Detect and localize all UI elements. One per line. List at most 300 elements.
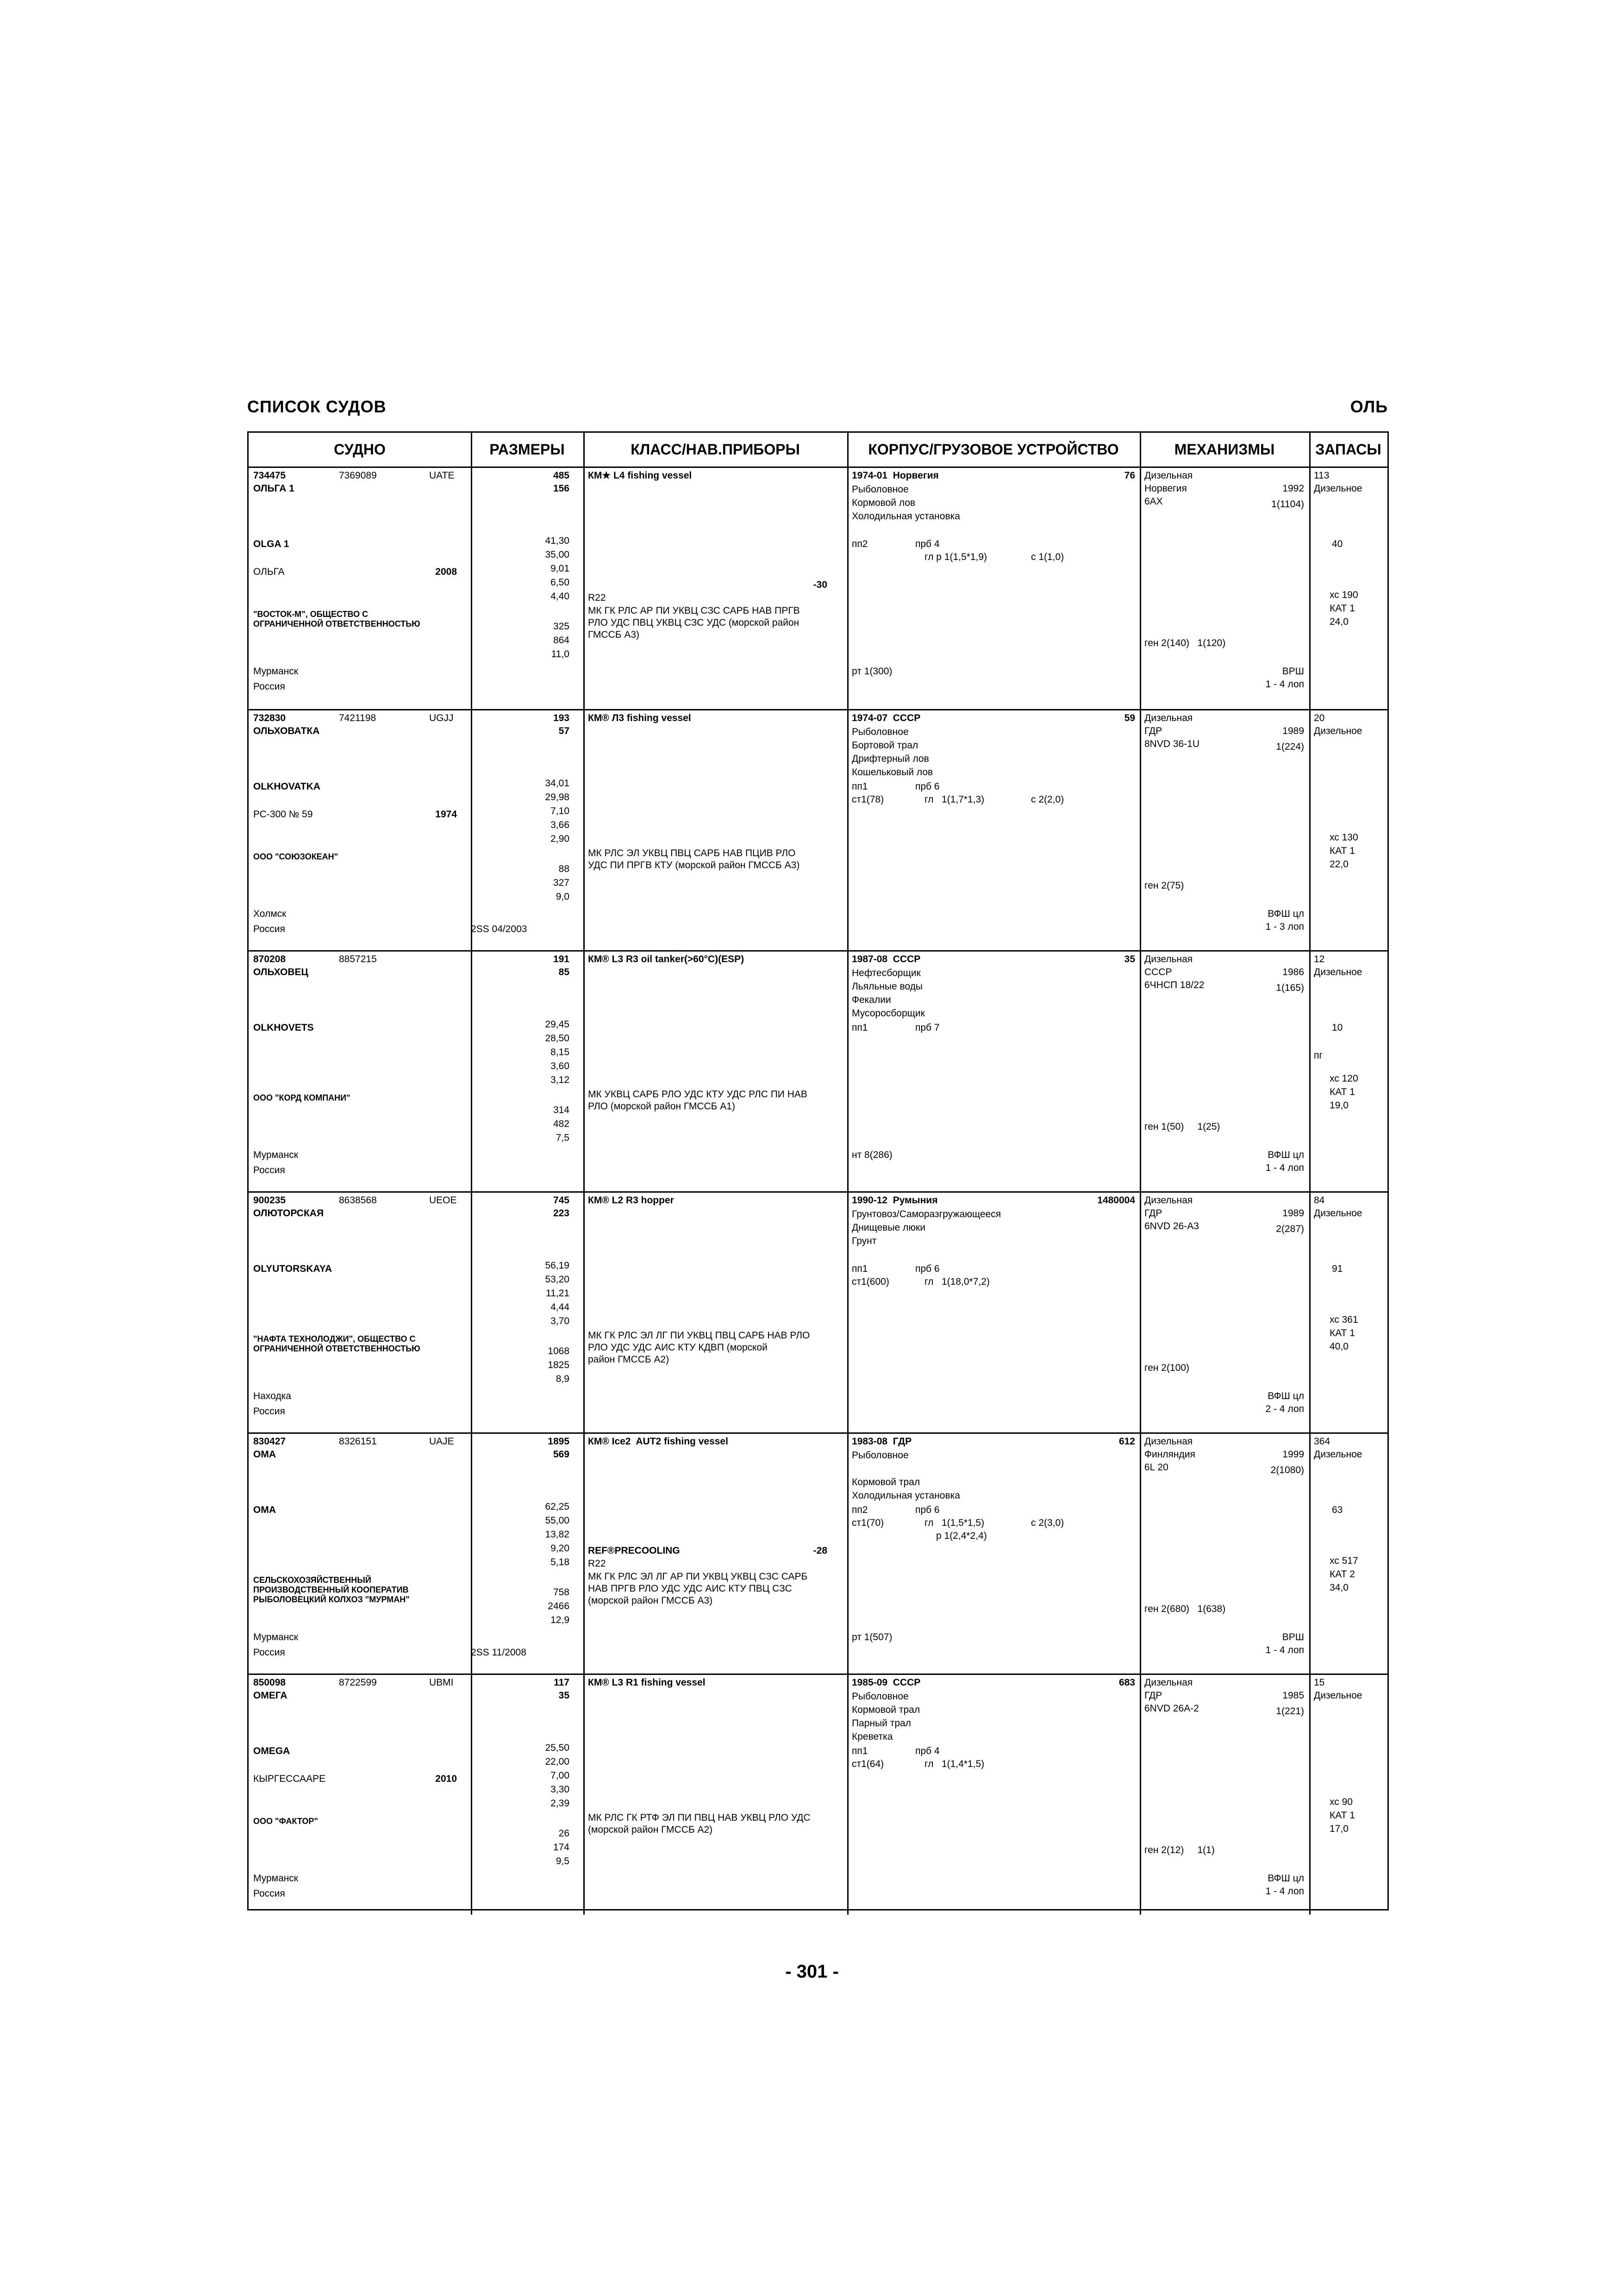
- vessel-type-list: [852, 1207, 1001, 1248]
- decks: пп1: [852, 1746, 868, 1756]
- net-tonnage: 35: [558, 1690, 569, 1701]
- vessel-name-latin: OLYUTORSKAYA: [253, 1263, 332, 1274]
- hull-dimensions-line: 22,00: [545, 1756, 569, 1767]
- former-name-year: 2010: [435, 1773, 457, 1784]
- call-sign: UBMI: [429, 1677, 454, 1688]
- build-number: 612: [1118, 1436, 1135, 1447]
- owner: [253, 1817, 318, 1826]
- owner: [253, 1575, 410, 1605]
- propeller-type: ВРШ: [1282, 666, 1304, 677]
- capacity-values-line: 1825: [548, 1360, 569, 1370]
- hull-dimensions-line: 9,20: [550, 1543, 569, 1554]
- vessel-name-latin: OLKHOVATKA: [253, 781, 321, 792]
- capacity-values: [471, 1586, 569, 1627]
- gross-tonnage: 485: [553, 470, 569, 481]
- autonomy: [1330, 1795, 1355, 1836]
- autonomy-line: КАТ 2: [1330, 1569, 1355, 1580]
- col-header-hull: КОРПУС/ГРУЗОВОЕ УСТРОЙСТВО: [868, 441, 1119, 458]
- imo-number: 8722599: [339, 1677, 377, 1688]
- bulkheads: прб 7: [915, 1022, 940, 1033]
- hull-dimensions-line: 25,50: [545, 1742, 569, 1753]
- supply-note: пг: [1314, 1050, 1323, 1061]
- col-divider: [847, 1675, 849, 1915]
- owner-line: "ВОСТОК-М", ОБЩЕСТВО С: [253, 610, 369, 619]
- call-sign: UATE: [429, 470, 455, 481]
- owner-line: ООО "ФАКТОР": [253, 1817, 318, 1826]
- refrigerant: R22: [588, 592, 606, 603]
- engine-year: 1989: [1282, 1208, 1304, 1219]
- col-divider: [583, 433, 585, 468]
- hull-dimensions: [471, 1018, 569, 1087]
- autonomy: [1330, 831, 1358, 871]
- vessel-type-list-line: Холодильная установка: [852, 511, 960, 522]
- col-header-ship: СУДНО: [334, 441, 386, 458]
- bulkheads: прб 4: [915, 1746, 940, 1756]
- hull-dimensions-line: 4,44: [550, 1302, 569, 1313]
- engine-year: 1989: [1282, 726, 1304, 736]
- vessel-record: [249, 468, 1387, 709]
- propeller-type: ВФШ цл: [1268, 1150, 1304, 1160]
- propeller-type: ВФШ цл: [1268, 908, 1304, 919]
- hull-dimensions-line: 34,01: [545, 778, 569, 789]
- capacity-values-line: 26: [558, 1828, 569, 1839]
- autonomy-line: КАТ 1: [1330, 846, 1355, 856]
- hull-dimensions-line: 13,82: [545, 1529, 569, 1540]
- nav-equipment-line: МК УКВЦ САРБ РЛО УДС КТУ УДС РЛС ПИ НАВ: [588, 1089, 807, 1100]
- fuel-type: Дизельное: [1314, 483, 1362, 494]
- owner: [253, 1334, 420, 1354]
- decks: пп1: [852, 781, 868, 792]
- nav-equipment: [588, 847, 800, 871]
- gross-tonnage: 745: [553, 1195, 569, 1206]
- generators: ген 2(75): [1144, 880, 1184, 891]
- engine-country: Финляндия: [1144, 1449, 1195, 1460]
- generators: ген 1(50) 1(25): [1144, 1121, 1220, 1132]
- autonomy-line: 34,0: [1330, 1582, 1349, 1593]
- hull-dimensions: [471, 1741, 569, 1811]
- col-divider: [471, 952, 472, 1191]
- cargo-hold: ст1(78): [852, 794, 884, 805]
- hull-dimensions-line: 2,39: [550, 1798, 569, 1809]
- cargo-tanks: нт 8(286): [852, 1150, 893, 1160]
- flag-country: Россия: [253, 1165, 285, 1176]
- nav-equipment-line: МК ГК РЛС ЭЛ ЛГ АР ПИ УКВЦ УКВЦ СЗС САРБ: [588, 1571, 808, 1582]
- autonomy-line: 17,0: [1330, 1823, 1349, 1834]
- hatches: гл 1(1,7*1,3): [924, 794, 985, 805]
- class-temperature: -30: [813, 579, 827, 590]
- survey-info: 2SS 04/2003: [471, 924, 527, 934]
- flag-country: Россия: [253, 1888, 285, 1899]
- hull-dimensions-line: 6,50: [550, 577, 569, 588]
- class-notation: КМ★ L4 fishing vessel: [588, 470, 692, 481]
- hull-dimensions-line: 7,10: [550, 806, 569, 816]
- build-date-country: 1987-08 СССР: [852, 954, 921, 964]
- col-divider: [583, 468, 585, 709]
- col-divider: [1140, 1193, 1141, 1432]
- build-date-country: 1974-07 СССР: [852, 713, 921, 723]
- owner-line: РЫБОЛОВЕЦКИЙ КОЛХОЗ "МУРМАН": [253, 1595, 410, 1604]
- vessel-record: [249, 709, 1387, 950]
- class-notation: КМ® Л3 fishing vessel: [588, 713, 691, 723]
- imo-number: 8857215: [339, 954, 377, 964]
- col-divider: [1309, 1675, 1311, 1915]
- engine-country: Норвегия: [1144, 483, 1187, 494]
- nav-equipment-line: МК РЛС ГК РТФ ЭЛ ПИ ПВЦ НАВ УКВЦ РЛО УДС: [588, 1812, 811, 1823]
- propeller-type: ВФШ цл: [1268, 1391, 1304, 1401]
- hull-dimensions-line: 3,60: [550, 1061, 569, 1071]
- engine-country: ГДР: [1144, 1690, 1162, 1701]
- capacity-values-line: 482: [553, 1119, 569, 1129]
- gross-tonnage: 1895: [548, 1436, 569, 1447]
- col-divider: [583, 1193, 585, 1432]
- home-port: Мурманск: [253, 1632, 299, 1643]
- engine-model: 6AX: [1144, 496, 1163, 507]
- engine-type: Дизельная: [1144, 713, 1193, 723]
- page-number: - 301 -: [785, 1961, 839, 1982]
- build-number: 683: [1118, 1677, 1135, 1688]
- autonomy: [1330, 1313, 1358, 1353]
- class-notation: КМ® L3 R1 fishing vessel: [588, 1677, 706, 1688]
- owner-line: ОГРАНИЧЕННОЙ ОТВЕТСТВЕННОСТЬЮ: [253, 619, 420, 628]
- owner-line: ОГРАНИЧЕННОЙ ОТВЕТСТВЕННОСТЬЮ: [253, 1344, 420, 1353]
- vessel-type-list-line: Рыболовное: [852, 1450, 909, 1461]
- vessel-type-list-line: Кошельковый лов: [852, 767, 933, 778]
- engine-model: 6NVD 26A-2: [1144, 1703, 1199, 1714]
- net-tonnage: 85: [558, 967, 569, 977]
- hull-dimensions-line: 62,25: [545, 1501, 569, 1512]
- col-divider: [847, 468, 849, 709]
- hull-dimensions: [471, 1500, 569, 1569]
- propeller-blades: 1 - 4 лоп: [1265, 1886, 1304, 1897]
- engine-year: 1986: [1282, 967, 1304, 977]
- decks: пп1: [852, 1263, 868, 1274]
- hull-dimensions-line: 28,50: [545, 1033, 569, 1044]
- ship-register-table: [247, 431, 1389, 1910]
- engine-country: ГДР: [1144, 726, 1162, 736]
- home-port: Находка: [253, 1391, 291, 1401]
- capacity-values: [471, 1344, 569, 1386]
- autonomy-line: КАТ 1: [1330, 1328, 1355, 1338]
- refrigerant: R22: [588, 1558, 606, 1569]
- col-divider: [1309, 710, 1311, 950]
- vessel-name-latin: OMA: [253, 1505, 276, 1515]
- autonomy-line: 19,0: [1330, 1100, 1349, 1111]
- class-notation: КМ® L2 R3 hopper: [588, 1195, 674, 1206]
- col-header-dimensions: РАЗМЕРЫ: [489, 441, 565, 458]
- fuel-capacity: 15: [1314, 1677, 1325, 1688]
- cranes: с 1(1,0): [1031, 552, 1064, 562]
- autonomy: [1330, 1554, 1358, 1594]
- net-tonnage: 57: [558, 726, 569, 736]
- engine-model: 6L 20: [1144, 1462, 1168, 1473]
- hatches: гл 1(1,5*1,5): [924, 1518, 985, 1528]
- build-number: 59: [1124, 713, 1135, 723]
- vessel-name: ОМА: [253, 1449, 276, 1460]
- hull-dimensions-line: 41,30: [545, 535, 569, 546]
- flag-country: Россия: [253, 1406, 285, 1417]
- engine-year: 1999: [1282, 1449, 1304, 1460]
- capacity-values: [471, 862, 569, 904]
- water-capacity: 10: [1332, 1022, 1343, 1033]
- nav-equipment-line: МК ГК РЛС ЭЛ ЛГ ПИ УКВЦ ПВЦ САРБ НАВ РЛО: [588, 1330, 810, 1341]
- col-divider: [583, 1675, 585, 1915]
- vessel-type-list-line: Креветка: [852, 1731, 893, 1742]
- vessel-type-list-line: Парный трал: [852, 1718, 911, 1729]
- hull-dimensions-line: 3,12: [550, 1075, 569, 1085]
- autonomy-line: хс 120: [1330, 1073, 1358, 1084]
- vessel-name-latin: OLGA 1: [253, 539, 289, 549]
- hull-dimensions-line: 3,66: [550, 820, 569, 830]
- decks: пп2: [852, 1505, 868, 1515]
- col-divider: [1309, 1434, 1311, 1674]
- col-divider: [847, 433, 849, 468]
- home-port: Мурманск: [253, 1150, 299, 1160]
- fuel-capacity: 84: [1314, 1195, 1325, 1206]
- col-divider: [583, 1434, 585, 1674]
- vessel-type-list-line: Мусоросборщик: [852, 1008, 925, 1019]
- imo-number: 8326151: [339, 1436, 377, 1447]
- capacity-values-line: 174: [553, 1842, 569, 1853]
- column-header-row: [249, 433, 1387, 468]
- autonomy: [1330, 588, 1358, 628]
- autonomy-line: КАТ 1: [1330, 1087, 1355, 1097]
- extra-hatches: р 1(2,4*2,4): [936, 1531, 987, 1541]
- vessel-name-latin: OLKHOVETS: [253, 1022, 314, 1033]
- vessel-type-list: [852, 725, 933, 779]
- capacity-values-line: 758: [553, 1587, 569, 1598]
- vessel-type-list: [852, 1690, 920, 1743]
- former-name: ОЛЬГА: [253, 566, 285, 577]
- nav-equipment-line: район ГМССБ А2): [588, 1354, 669, 1365]
- fuel-capacity: 20: [1314, 713, 1325, 723]
- propeller-blades: 1 - 4 лоп: [1265, 1645, 1304, 1655]
- generators: ген 2(680) 1(638): [1144, 1604, 1226, 1614]
- fuel-type: Дизельное: [1314, 1690, 1362, 1701]
- col-divider: [1309, 952, 1311, 1191]
- build-date-country: 1990-12 Румыния: [852, 1195, 938, 1206]
- hull-dimensions-line: 55,00: [545, 1515, 569, 1526]
- owner-line: ООО "КОРД КОМПАНИ": [253, 1093, 350, 1102]
- vessel-name: ОМЕГА: [253, 1690, 287, 1701]
- capacity-values-line: 8,9: [556, 1374, 569, 1384]
- vessel-name: ОЛЬХОВАТКА: [253, 726, 320, 736]
- imo-number: 7421198: [339, 713, 376, 723]
- capacity-values-line: 325: [553, 621, 569, 632]
- hull-dimensions-line: 56,19: [545, 1260, 569, 1271]
- nav-equipment-line: УДС ПИ ПРГВ КТУ (морской район ГМССБ А3): [588, 860, 800, 871]
- cargo-hold: ст1(600): [852, 1276, 889, 1287]
- autonomy-line: хс 130: [1330, 832, 1358, 843]
- hull-dimensions-line: 8,15: [550, 1047, 569, 1058]
- decks: пп2: [852, 539, 868, 549]
- vessel-record: [249, 950, 1387, 1191]
- home-port: Мурманск: [253, 1873, 299, 1884]
- propeller-blades: 1 - 3 лоп: [1265, 921, 1304, 932]
- hatches: гл 1(1,4*1,5): [924, 1759, 985, 1769]
- registry-number: 734475: [253, 470, 286, 481]
- vessel-type-list-line: Кормовой трал: [852, 1705, 920, 1715]
- vessel-type-list: [852, 483, 960, 523]
- former-name: КЫРГЕССААРЕ: [253, 1773, 326, 1784]
- build-number: 76: [1124, 470, 1135, 481]
- hull-dimensions-line: 53,20: [545, 1274, 569, 1285]
- capacity-values-line: 314: [553, 1105, 569, 1115]
- owner: [253, 852, 338, 862]
- water-capacity: 63: [1332, 1505, 1343, 1515]
- capacity-values-line: 12,9: [550, 1615, 569, 1625]
- owner: [253, 1093, 350, 1103]
- bulkheads: прб 6: [915, 781, 940, 792]
- engine-type: Дизельная: [1144, 954, 1193, 964]
- hull-dimensions-line: 9,01: [550, 563, 569, 574]
- engine-type: Дизельная: [1144, 1677, 1193, 1688]
- build-date-country: 1983-08 ГДР: [852, 1436, 912, 1447]
- fuel-type: Дизельное: [1314, 726, 1362, 736]
- bulkheads: прб 6: [915, 1263, 940, 1274]
- vessel-type-list-line: Грунт: [852, 1236, 877, 1246]
- water-capacity: 40: [1332, 539, 1343, 549]
- propeller-type: ВФШ цл: [1268, 1873, 1304, 1884]
- capacity-values-line: 864: [553, 635, 569, 646]
- capacity-values-line: 9,0: [556, 891, 569, 902]
- owner: [253, 610, 420, 629]
- registry-number: 732830: [253, 713, 286, 723]
- net-tonnage: 223: [553, 1208, 569, 1219]
- decks: пп1: [852, 1022, 868, 1033]
- col-divider: [1140, 433, 1141, 468]
- hull-dimensions: [471, 1259, 569, 1328]
- autonomy-line: 22,0: [1330, 859, 1349, 870]
- call-sign: UEOE: [429, 1195, 457, 1206]
- col-divider: [471, 1434, 472, 1674]
- fuel-type: Дизельное: [1314, 967, 1362, 977]
- col-divider: [1140, 1675, 1141, 1915]
- build-date-country: 1974-01 Норвегия: [852, 470, 939, 481]
- autonomy-line: хс 90: [1330, 1797, 1353, 1807]
- engine-power: 1(165): [1276, 983, 1304, 993]
- class-temperature: -28: [813, 1545, 827, 1556]
- hatches: гл р 1(1,5*1,9): [924, 552, 987, 562]
- owner-line: ПРОИЗВОДСТВЕННЫЙ КООПЕРАТИВ: [253, 1585, 409, 1594]
- nav-equipment-line: ГМССБ А3): [588, 629, 640, 640]
- nav-equipment-line: НАВ ПРГВ РЛО УДС УДС АИС КТУ ПВЦ СЗС: [588, 1583, 792, 1594]
- class-notation: КМ® L3 R3 oil tanker(>60°C)(ESP): [588, 954, 744, 964]
- hull-dimensions-line: 2,90: [550, 834, 569, 844]
- fuel-type: Дизельное: [1314, 1208, 1362, 1219]
- vessel-type-list: [852, 966, 925, 1020]
- net-tonnage: 156: [553, 483, 569, 494]
- registry-number: 850098: [253, 1677, 286, 1688]
- vessel-type-list: [852, 1449, 960, 1502]
- fuel-capacity: 113: [1314, 470, 1330, 481]
- nav-equipment-line: МК ГК РЛС АР ПИ УКВЦ СЗС САРБ НАВ ПРГВ: [588, 605, 800, 616]
- col-divider: [1140, 710, 1141, 950]
- hull-dimensions-line: 35,00: [545, 549, 569, 560]
- nav-equipment: [588, 1812, 811, 1836]
- vessel-type-list-line: Кормовой лов: [852, 498, 916, 508]
- vessel-type-list-line: Рыболовное: [852, 727, 909, 737]
- vessel-type-list-line: Днищевые люки: [852, 1222, 925, 1233]
- bulkheads: прб 6: [915, 1505, 940, 1515]
- engine-power: 1(224): [1276, 741, 1304, 752]
- col-divider: [847, 952, 849, 1191]
- hull-dimensions-line: 4,40: [550, 591, 569, 602]
- registry-number: 900235: [253, 1195, 286, 1206]
- capacity-values: [471, 620, 569, 661]
- cargo-tanks: рт 1(507): [852, 1632, 893, 1643]
- net-tonnage: 569: [553, 1449, 569, 1460]
- vessel-type-list-line: Холодильная установка: [852, 1490, 960, 1501]
- engine-type: Дизельная: [1144, 470, 1193, 481]
- col-divider: [1309, 468, 1311, 709]
- engine-power: 1(221): [1276, 1706, 1304, 1717]
- vessel-type-list-line: Грунтовоз/Саморазгружающееся: [852, 1209, 1001, 1220]
- cranes: с 2(3,0): [1031, 1518, 1064, 1528]
- registry-number: 830427: [253, 1436, 286, 1447]
- registry-number: 870208: [253, 954, 286, 964]
- nav-equipment-line: РЛО (морской район ГМССБ А1): [588, 1101, 735, 1112]
- section-code: ОЛЬ: [1350, 397, 1388, 416]
- engine-model: 6NVD 26-A3: [1144, 1221, 1199, 1232]
- autonomy: [1330, 1072, 1358, 1112]
- gross-tonnage: 191: [553, 954, 569, 964]
- flag-country: Россия: [253, 924, 285, 934]
- propeller-blades: 1 - 4 лоп: [1265, 679, 1304, 690]
- col-divider: [471, 1193, 472, 1432]
- owner-line: СЕЛЬСКОХОЗЯЙСТВЕННЫЙ: [253, 1575, 371, 1585]
- water-capacity: 91: [1332, 1263, 1343, 1274]
- hatches: гл 1(18,0*7,2): [924, 1276, 990, 1287]
- owner-line: "НАФТА ТЕХНОЛОДЖИ", ОБЩЕСТВО С: [253, 1334, 416, 1344]
- gross-tonnage: 193: [553, 713, 569, 723]
- col-divider: [1309, 1193, 1311, 1432]
- capacity-values-line: 9,5: [556, 1856, 569, 1867]
- home-port: Холмск: [253, 908, 287, 919]
- cargo-hold: ст1(70): [852, 1518, 884, 1528]
- call-sign: UAJE: [429, 1436, 454, 1447]
- build-number: 35: [1124, 954, 1135, 964]
- hull-dimensions-line: 3,30: [550, 1784, 569, 1795]
- vessel-type-list-line: Рыболовное: [852, 484, 909, 495]
- vessel-type-list-line: Нефтесборщик: [852, 968, 921, 978]
- autonomy-line: 24,0: [1330, 616, 1349, 627]
- build-number: 1480004: [1097, 1195, 1135, 1206]
- engine-year: 1985: [1282, 1690, 1304, 1701]
- autonomy-line: хс 517: [1330, 1556, 1358, 1566]
- capacity-values-line: 7,5: [556, 1132, 569, 1143]
- col-header-class: КЛАСС/НАВ.ПРИБОРЫ: [631, 441, 800, 458]
- col-divider: [1140, 1434, 1141, 1674]
- generators: ген 2(100): [1144, 1363, 1190, 1373]
- vessel-record: [249, 1432, 1387, 1674]
- engine-type: Дизельная: [1144, 1195, 1193, 1206]
- engine-power: 1(1104): [1271, 499, 1304, 510]
- autonomy-line: хс 190: [1330, 590, 1358, 600]
- cargo-tanks: рт 1(300): [852, 666, 893, 677]
- nav-equipment-line: МК РЛС ЭЛ УКВЦ ПВЦ САРБ НАВ ПЦИВ РЛО: [588, 848, 796, 859]
- capacity-values-line: 327: [553, 877, 569, 888]
- flag-country: Россия: [253, 1647, 285, 1658]
- hull-dimensions-line: 29,98: [545, 792, 569, 803]
- fuel-capacity: 364: [1314, 1436, 1330, 1447]
- col-divider: [1140, 952, 1141, 1191]
- generators: ген 2(140) 1(120): [1144, 638, 1226, 648]
- engine-type: Дизельная: [1144, 1436, 1193, 1447]
- col-divider: [471, 468, 472, 709]
- propeller-blades: 1 - 4 лоп: [1265, 1163, 1304, 1173]
- col-divider: [471, 710, 472, 950]
- vessel-type-list-line: Кормовой трал: [852, 1477, 920, 1487]
